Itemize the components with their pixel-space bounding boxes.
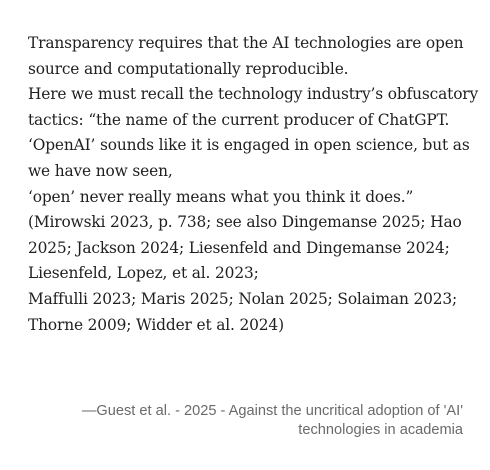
quote-text [28, 31, 478, 338]
quote-line: (Mirowski 2023, p. 738; see also Dingemanse 2025; Hao [28, 213, 462, 232]
attribution-line-source: —Guest et al. - 2025 - Against the uncritical adoption of 'AI' [81, 403, 463, 419]
quote-attribution [23, 402, 463, 440]
quote-line: ‘OpenAI’ sounds like it is engaged in open science, but as [28, 136, 470, 155]
quote-line: Thorne 2009; Widder et al. 2024) [28, 315, 284, 334]
quote-line: Maffulli 2023; Maris 2025; Nolan 2025; Solaiman 2023; [28, 289, 458, 308]
quote-line: we have now seen, [28, 161, 173, 180]
quote-line: tactics: “the name of the current producer of ChatGPT. [28, 110, 450, 129]
quote-line: Here we must recall the technology industry’s obfuscatory [28, 85, 479, 104]
quote-line: ‘open’ never really means what you think it does.” [28, 187, 414, 206]
quote-line: 2025; Jackson 2024; Liesenfeld and Dingemanse 2024; [28, 238, 450, 257]
quote-line: source and computationally reproducible. [28, 59, 349, 78]
quote-line: Liesenfeld, Lopez, et al. 2023; [28, 264, 259, 283]
quote-line: Transparency requires that the AI technologies are open [28, 34, 464, 52]
attribution-line-title: technologies in academia [298, 422, 463, 438]
